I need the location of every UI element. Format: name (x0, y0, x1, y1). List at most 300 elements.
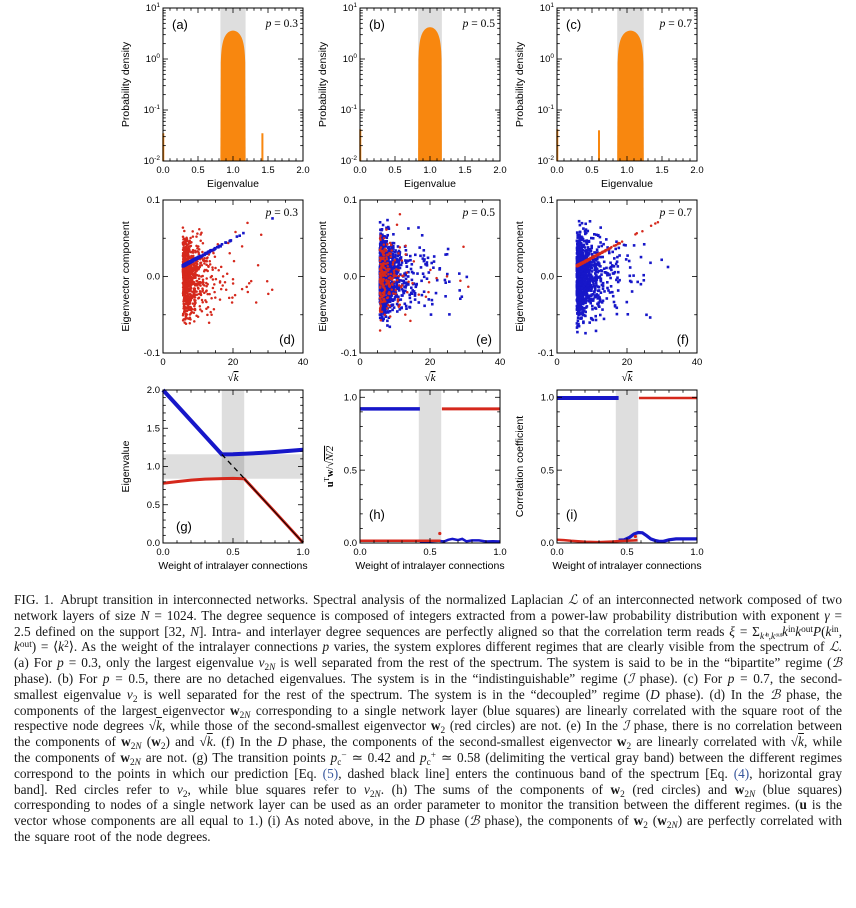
caption-segment: w (121, 734, 131, 750)
data-point (385, 275, 388, 278)
data-point (205, 289, 208, 292)
data-point (590, 247, 593, 250)
data-point (615, 263, 618, 266)
data-point (189, 316, 192, 319)
data-point (182, 241, 185, 244)
data-point (381, 269, 384, 272)
panel-i (514, 390, 704, 572)
data-point (435, 277, 438, 280)
data-point (385, 228, 388, 231)
data-point (188, 261, 191, 264)
data-point (386, 258, 389, 261)
data-point (192, 270, 195, 273)
caption-segment: Abrupt transition in interconnected networks. Spectral analysis of the normalized Laplacian (53, 592, 569, 607)
panel-a (120, 2, 310, 190)
data-point (186, 297, 189, 300)
x-tick-label: 40 (494, 357, 506, 368)
x-tick-label: 20 (621, 357, 633, 368)
x-tick-label: 1.0 (620, 165, 634, 176)
x-tick-label: 0 (160, 357, 166, 368)
data-point (381, 263, 384, 266)
data-point (608, 247, 611, 250)
data-point (582, 303, 585, 306)
data-point (419, 255, 422, 258)
data-point (592, 319, 595, 322)
data-point (410, 287, 413, 290)
data-point (196, 232, 199, 235)
data-point (201, 275, 204, 278)
x-tick-label: 0.0 (156, 165, 170, 176)
data-point (185, 286, 188, 289)
data-point (636, 281, 639, 284)
data-point (411, 279, 414, 282)
caption-segment: w (633, 813, 644, 829)
data-point (248, 282, 251, 285)
caption-segment: , while blue squares refer to (187, 781, 364, 797)
data-point (381, 310, 384, 313)
caption-segment: 2 (130, 741, 136, 752)
line-series-prediction-solid-black (244, 479, 303, 543)
caption-segment: phase). (d) In the (659, 686, 770, 702)
data-point (388, 280, 391, 283)
caption-segment: N (244, 710, 251, 721)
data-point (380, 319, 383, 322)
y-tick-label: 1.0 (343, 392, 357, 404)
data-point (426, 277, 429, 280)
data-point (198, 274, 201, 277)
data-point (584, 311, 587, 314)
vertical-gray-band (616, 390, 638, 543)
data-point (388, 227, 391, 230)
data-point (577, 311, 580, 314)
caption-segment: k (795, 623, 802, 639)
data-point (383, 298, 386, 301)
data-point (182, 264, 185, 267)
data-point (383, 271, 386, 274)
data-point (448, 280, 451, 283)
data-point (602, 287, 605, 290)
data-point (388, 277, 391, 280)
data-point (413, 260, 416, 263)
data-point (215, 278, 218, 281)
data-point (603, 261, 606, 264)
data-point (386, 282, 389, 285)
data-point (204, 269, 207, 272)
data-point (415, 283, 418, 286)
data-point (407, 275, 410, 278)
data-point (590, 275, 593, 278)
data-point (411, 282, 414, 285)
data-point (603, 318, 606, 321)
data-point (197, 316, 200, 319)
data-point (576, 305, 579, 308)
y-axis-label: Correlation coefficient (514, 415, 526, 518)
caption-segment: w (430, 718, 441, 734)
caption-segment: γ (824, 607, 830, 623)
data-point (392, 247, 395, 250)
data-point (245, 286, 248, 289)
panel-label: (d) (279, 332, 295, 347)
data-point (587, 246, 590, 249)
data-point (613, 257, 616, 260)
data-point (232, 278, 235, 281)
data-point (433, 260, 436, 263)
data-point (602, 282, 605, 285)
data-point (448, 313, 451, 316)
equation-reference-link[interactable]: (4) (733, 765, 750, 781)
data-point (576, 241, 579, 244)
data-point (185, 250, 188, 253)
data-point (399, 257, 402, 260)
data-point (609, 267, 612, 270)
data-point (388, 285, 391, 288)
x-tick-label: 1.0 (226, 165, 240, 176)
data-point (379, 279, 382, 282)
data-point (394, 249, 397, 252)
data-point (396, 282, 399, 285)
data-point (594, 255, 597, 257)
panel-label: (c) (566, 17, 582, 32)
data-point (427, 257, 430, 260)
data-point (584, 223, 587, 226)
data-point (379, 256, 382, 259)
vertical-gray-band (419, 390, 441, 543)
data-point (585, 296, 588, 299)
data-point (417, 226, 420, 229)
data-point (382, 275, 385, 278)
data-point (615, 244, 618, 247)
eigenvalue-bulk-distribution (418, 27, 442, 161)
data-point (214, 247, 217, 250)
data-point (578, 235, 581, 238)
data-point (626, 301, 629, 304)
data-point (379, 317, 382, 320)
data-point (186, 266, 189, 269)
data-point (640, 283, 643, 286)
data-point (587, 263, 590, 266)
data-point (594, 286, 597, 289)
caption-segment: ℬ (831, 655, 843, 671)
data-point (614, 248, 617, 251)
data-point (202, 278, 205, 281)
data-point (389, 261, 392, 264)
data-point (191, 267, 194, 270)
caption-segment: ν (363, 781, 370, 797)
data-point (428, 271, 431, 274)
y-tick-label: 0.1 (146, 195, 160, 207)
data-point (599, 256, 602, 259)
data-point (423, 276, 426, 279)
data-point (406, 291, 409, 294)
data-point (446, 273, 449, 276)
y-tick-label: $10^{-1}$ (340, 104, 357, 116)
data-point (389, 310, 392, 313)
data-point (406, 265, 409, 268)
data-point (384, 248, 387, 251)
data-point (380, 304, 383, 307)
param-label: p = 0.3 (265, 18, 298, 30)
data-point (211, 266, 214, 269)
caption-segment: √ (148, 718, 157, 734)
caption-segment: N (135, 741, 142, 752)
data-point (576, 231, 579, 234)
data-point (429, 269, 432, 272)
data-point (214, 267, 217, 270)
caption-segment: 2 (626, 741, 632, 752)
data-point (599, 314, 602, 317)
data-point (420, 266, 423, 269)
caption-segment: ) and (165, 734, 200, 750)
data-point (399, 267, 402, 270)
data-point (209, 260, 212, 263)
x-tick-label: 1.0 (423, 165, 437, 176)
panel-label: (g) (176, 519, 192, 534)
data-point (398, 275, 401, 278)
data-point (193, 320, 196, 323)
caption-segment: ℐ (627, 670, 634, 686)
caption-segment: = Σ (734, 623, 760, 639)
x-tick-label: 40 (297, 357, 309, 368)
caption-segment: 2 (666, 820, 672, 831)
data-point (195, 262, 198, 265)
panel-label: (f) (676, 332, 689, 347)
data-point (461, 295, 464, 298)
data-point (381, 228, 384, 231)
data-point (193, 291, 196, 294)
data-point (188, 298, 191, 301)
data-point (400, 298, 403, 301)
y-axis-label-order-parameter: $u^Tw/√N/2$ (323, 445, 336, 488)
x-tick-label: 0.0 (353, 165, 367, 176)
data-point (444, 295, 447, 298)
data-point (228, 297, 231, 300)
data-point (410, 301, 413, 304)
data-point (192, 259, 195, 262)
data-point (411, 289, 414, 292)
data-point (576, 291, 579, 294)
data-point (225, 288, 228, 291)
y-tick-label: $10^1$ (145, 2, 160, 14)
data-point (589, 265, 592, 268)
data-point (616, 256, 619, 259)
caption-segment: phase, there is no correlation between the components of (14, 718, 843, 750)
caption-segment: ) are perfectly correlated with the square root of the node degrees. (14, 813, 843, 844)
data-point (382, 241, 385, 244)
data-point (202, 242, 205, 245)
data-point (217, 269, 220, 272)
caption-segment: w (657, 813, 667, 829)
caption-segment: ℒ (568, 592, 578, 607)
caption-segment: N (140, 607, 150, 623)
data-point (231, 301, 234, 304)
data-point (379, 221, 382, 224)
data-point (380, 266, 383, 269)
data-point (197, 251, 200, 254)
line-series-corr-w2N-red-low (557, 540, 638, 542)
data-point (386, 243, 389, 246)
data-point (582, 227, 585, 230)
data-point (586, 270, 589, 273)
data-point (415, 286, 418, 289)
data-point (402, 274, 405, 277)
data-point (388, 305, 391, 308)
data-point (586, 290, 589, 293)
data-point (213, 308, 216, 311)
y-tick-label: 0.0 (540, 538, 554, 550)
data-point (414, 298, 417, 301)
caption-segment: 2 (130, 757, 135, 768)
data-point (643, 279, 646, 282)
data-point (247, 291, 250, 294)
equation-reference-link[interactable]: (5) (322, 765, 339, 781)
caption-segment: ]. Intra- and interlayer degree sequences are perfectly aligned so that the correlation term reads (199, 623, 730, 639)
panel-label: (a) (172, 17, 188, 32)
data-point (396, 285, 399, 288)
x-tick-label: 0.5 (191, 165, 205, 176)
data-point (585, 273, 588, 276)
data-point (605, 267, 608, 270)
data-point (422, 257, 425, 260)
caption-segment: 2 (64, 640, 69, 651)
caption-segment: out (19, 640, 32, 651)
data-point (201, 301, 204, 304)
data-point (407, 227, 410, 230)
caption-segment: 2 (264, 662, 270, 673)
data-point (201, 299, 204, 302)
data-point (202, 258, 205, 261)
data-point (576, 253, 579, 256)
data-point (233, 260, 236, 263)
x-tick-label: 2.0 (296, 165, 310, 176)
data-point (467, 286, 470, 289)
data-point (579, 308, 582, 311)
data-point (628, 260, 631, 263)
data-point (416, 272, 419, 275)
data-point (197, 297, 200, 300)
data-point (190, 283, 193, 286)
data-point (379, 329, 382, 332)
data-point (379, 260, 382, 263)
data-point (588, 240, 591, 243)
data-point (397, 252, 400, 255)
y-tick-label: $10^{-1}$ (537, 104, 554, 116)
panel-c (514, 2, 704, 190)
caption-segment: w (151, 734, 161, 750)
data-point (203, 292, 206, 295)
data-point (255, 301, 258, 304)
data-point (267, 293, 270, 296)
y-tick-label: $10^1$ (539, 2, 554, 14)
data-point (444, 279, 447, 282)
data-point (193, 308, 196, 311)
y-tick-label: $10^{-2}$ (537, 155, 554, 167)
data-point (607, 289, 610, 292)
data-point (397, 298, 400, 301)
caption-segment: is well separated for the rest of the spectrum. The system is in the “decoupled” regime ( (137, 686, 651, 702)
data-point (207, 265, 210, 268)
data-point (580, 302, 583, 305)
caption-segment: p (420, 749, 427, 765)
data-point (598, 301, 601, 304)
data-point (422, 272, 425, 275)
data-point (387, 296, 390, 299)
data-point (591, 293, 594, 296)
data-point (596, 248, 599, 251)
data-point (182, 272, 185, 275)
data-point (431, 303, 434, 306)
data-point (576, 264, 579, 267)
data-point (380, 314, 383, 317)
data-point (428, 281, 431, 284)
data-point (430, 262, 433, 265)
caption-segment: N (749, 789, 756, 800)
data-point (433, 255, 436, 258)
data-point (600, 273, 603, 276)
data-point (409, 255, 412, 258)
data-point (230, 239, 233, 242)
y-tick-label: -0.1 (143, 348, 160, 360)
caption-segment: 2 (620, 789, 625, 800)
data-point (591, 278, 594, 281)
data-point (578, 220, 581, 223)
data-point (621, 240, 624, 243)
y-axis-label: Probability density (120, 41, 132, 128)
caption-segment: 2 (239, 710, 245, 721)
data-point (418, 246, 421, 249)
data-point (397, 296, 400, 299)
data-point (581, 275, 584, 278)
data-point (385, 279, 388, 282)
y-axis-label: Probability density (514, 41, 526, 128)
data-point (390, 273, 393, 276)
caption-segment: ⟩. As the weight of the intralayer connections (68, 639, 323, 655)
data-point (379, 239, 382, 242)
data-point (183, 297, 186, 300)
data-point (577, 319, 580, 322)
data-point (394, 292, 397, 295)
data-point (221, 284, 224, 287)
data-point (183, 282, 186, 285)
y-tick-label: $10^0$ (539, 53, 554, 65)
data-point (390, 249, 393, 252)
data-point (398, 287, 401, 290)
data-point (404, 274, 407, 277)
data-point (590, 298, 593, 301)
data-point (597, 290, 600, 293)
y-axis-label: Eigenvalue (120, 440, 132, 493)
y-tick-label: 0.0 (343, 271, 357, 283)
data-point (598, 276, 601, 279)
data-point (579, 224, 582, 227)
x-tick-label: 0.0 (550, 165, 564, 176)
data-point (398, 289, 401, 292)
eigenvalue-bulk-distribution (617, 31, 644, 161)
x-tick-label: 1.5 (261, 165, 275, 176)
x-tick-label: 1.0 (493, 547, 507, 558)
caption-segment: ξ (729, 623, 735, 639)
data-point (213, 283, 216, 286)
data-point (587, 284, 590, 287)
data-point (183, 257, 186, 260)
x-axis-label-sqrt-k: √k (227, 372, 239, 384)
x-axis-label-sqrt-k: √k (424, 372, 436, 384)
data-point (580, 287, 583, 290)
data-point (591, 305, 594, 308)
caption-segment: w (616, 734, 627, 750)
caption-segment: p (57, 655, 64, 671)
data-point (182, 226, 185, 229)
data-point (386, 307, 389, 310)
